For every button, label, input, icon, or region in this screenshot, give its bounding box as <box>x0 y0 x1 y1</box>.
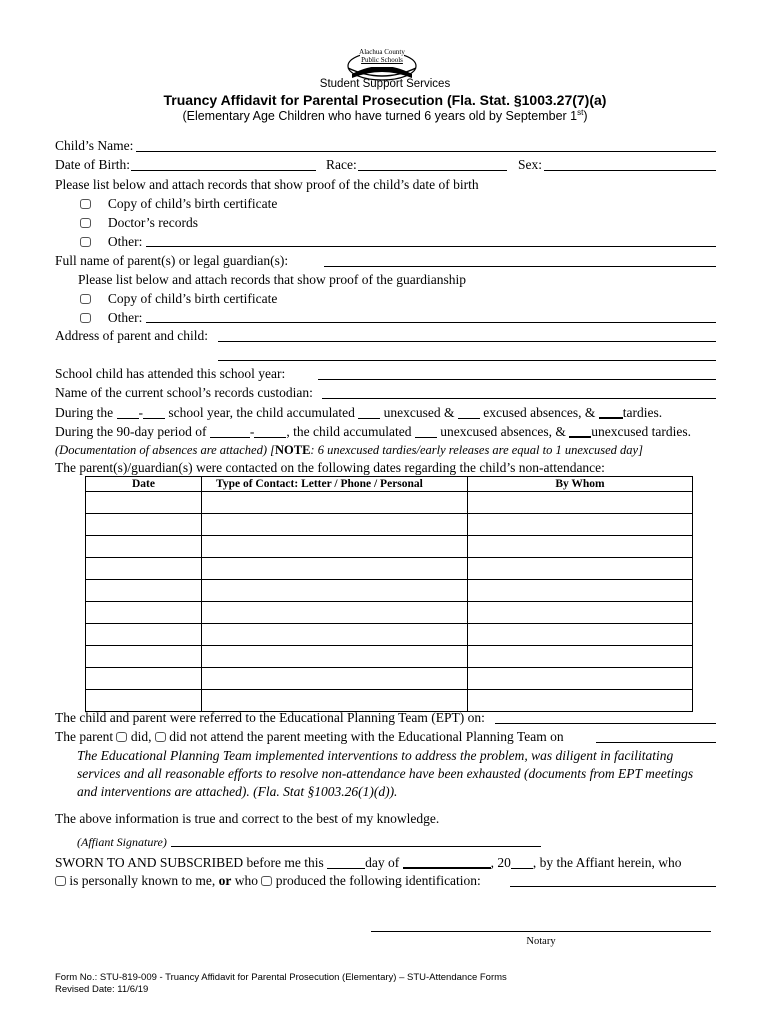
guardian-other-field[interactable] <box>146 322 716 323</box>
period-start-field[interactable] <box>210 424 250 438</box>
column-header-by-whom: By Whom <box>468 477 693 492</box>
note-text-2: : 6 unexcused tardies/early releases are equal to 1 unexcused day] <box>310 443 643 457</box>
by-whom-cell[interactable] <box>468 536 693 558</box>
note-text-1: (Documentation of absences are attached) [ <box>55 443 275 457</box>
dob-label: Date of Birth: <box>55 157 130 172</box>
table-row <box>86 602 693 624</box>
guardian-name-field[interactable] <box>324 266 716 267</box>
affiant-signature-field[interactable] <box>171 846 541 847</box>
period-text-4: unexcused tardies. <box>591 424 691 439</box>
table-row <box>86 668 693 690</box>
footer-revised-date: Revised Date: 11/6/19 <box>55 984 149 995</box>
sworn-month-field[interactable] <box>403 854 491 869</box>
year-unexcused-field[interactable] <box>358 405 380 419</box>
period-end-field[interactable] <box>254 424 286 438</box>
records-custodian-field[interactable] <box>322 398 716 399</box>
address-field-line-2[interactable] <box>218 360 716 361</box>
table-row <box>86 580 693 602</box>
subtitle-close: ) <box>583 109 588 124</box>
sworn-text-3: , 20 <box>490 855 511 870</box>
produced-id-checkbox[interactable] <box>261 876 272 886</box>
subtitle-superscript: st <box>577 108 584 117</box>
dob-birth-certificate-label: Copy of child’s birth certificate <box>107 196 278 211</box>
ept-meeting-date-field[interactable] <box>596 742 716 743</box>
school-attended-field[interactable] <box>318 379 716 380</box>
known-text-2: who <box>231 873 262 888</box>
date-cell[interactable] <box>86 690 202 712</box>
period-absences <box>55 423 691 440</box>
date-cell[interactable] <box>86 602 202 624</box>
school-year-absences <box>55 404 662 421</box>
contacts-table <box>85 476 693 712</box>
dob-other-field[interactable] <box>146 246 716 247</box>
date-cell[interactable] <box>86 536 202 558</box>
sworn-year-field[interactable] <box>511 855 533 869</box>
year-tardies-field[interactable] <box>599 404 623 419</box>
dob-doctors-records-checkbox[interactable] <box>80 218 91 228</box>
ept-interventions-line-1: The Educational Planning Team implemented interventions to address the problem, was diligent in facilitating <box>77 748 674 763</box>
ept-did-not-text: did not attend the parent meeting with the Educational Planning Team on <box>165 729 564 744</box>
race-label: Race: <box>326 157 357 172</box>
year-start-field[interactable] <box>117 405 139 419</box>
period-text-3: unexcused absences, & <box>436 424 570 439</box>
year-end-field[interactable] <box>143 405 165 419</box>
dob-birth-certificate-checkbox[interactable] <box>80 199 91 209</box>
ept-interventions-line-2: services and all reasonable efforts to resolve non-attendance have been exhausted (documents from EPT meetings <box>77 766 694 781</box>
department-name: Student Support Services <box>319 78 451 90</box>
date-cell[interactable] <box>86 492 202 514</box>
notary-label: Notary <box>526 936 556 947</box>
page-subtitle <box>0 108 770 123</box>
contact-type-cell[interactable] <box>202 536 468 558</box>
school-year-text-4: excused absences, & <box>479 405 599 420</box>
by-whom-cell[interactable] <box>468 558 693 580</box>
known-text-1: is personally known to me, <box>66 873 219 888</box>
childs-name-field[interactable] <box>136 151 716 152</box>
school-year-text-1: During the <box>55 405 117 420</box>
by-whom-cell[interactable] <box>468 624 693 646</box>
personally-known-checkbox[interactable] <box>55 876 66 886</box>
ept-parent-text: The parent <box>55 729 117 744</box>
by-whom-cell[interactable] <box>468 514 693 536</box>
contact-type-cell[interactable] <box>202 580 468 602</box>
table-row <box>86 690 693 712</box>
column-header-contact-type: Type of Contact: Letter / Phone / Personal <box>202 477 468 492</box>
true-statement: The above information is true and correct to the best of my knowledge. <box>55 811 440 826</box>
date-cell[interactable] <box>86 514 202 536</box>
sex-label: Sex: <box>518 157 543 172</box>
page-title: Truancy Affidavit for Parental Prosecution (Fla. Stat. §1003.27(7)(a) <box>163 92 607 108</box>
contact-type-cell[interactable] <box>202 624 468 646</box>
date-cell[interactable] <box>86 624 202 646</box>
absence-note <box>55 442 643 458</box>
known-or: or <box>218 873 232 888</box>
ept-did-text: did, <box>127 729 155 744</box>
dob-option-doctors-records[interactable] <box>80 215 198 231</box>
guardian-records-prompt: Please list below and attach records that show proof of the guardianship <box>78 272 467 287</box>
year-excused-field[interactable] <box>458 405 480 419</box>
contact-type-cell[interactable] <box>202 668 468 690</box>
dob-field[interactable] <box>131 170 316 171</box>
dob-option-birth-certificate[interactable] <box>80 196 277 212</box>
identification-field[interactable] <box>510 886 716 887</box>
dob-records-prompt: Please list below and attach records that show proof of the child’s date of birth <box>55 177 479 192</box>
table-row <box>86 558 693 580</box>
dob-other-checkbox[interactable] <box>80 237 91 247</box>
table-row <box>86 646 693 668</box>
contact-type-cell[interactable] <box>202 602 468 624</box>
contact-type-cell[interactable] <box>202 558 468 580</box>
sworn-text-1: SWORN TO AND SUBSCRIBED before me this <box>55 855 328 870</box>
school-year-text-3: unexcused & <box>380 405 458 420</box>
signature-label: (Affiant Signature) <box>77 835 167 849</box>
date-cell[interactable] <box>86 646 202 668</box>
school-year-text-2: school year, the child accumulated <box>165 405 359 420</box>
date-cell[interactable] <box>86 580 202 602</box>
parent-did-not-checkbox[interactable] <box>155 732 166 742</box>
year-dash: - <box>138 405 143 420</box>
notary-signature-field[interactable] <box>371 931 711 932</box>
contact-type-cell[interactable] <box>202 492 468 514</box>
period-dash: - <box>249 424 255 439</box>
sworn-day-field[interactable] <box>327 855 365 869</box>
table-row <box>86 536 693 558</box>
sworn-statement <box>55 854 681 871</box>
address-label: Address of parent and child: <box>55 328 208 343</box>
ept-referred-label: The child and parent were referred to the Educational Planning Team (EPT) on: <box>55 710 485 725</box>
sex-field[interactable] <box>544 170 716 171</box>
guardian-option-birth-certificate[interactable] <box>80 291 277 307</box>
period-tardies-field[interactable] <box>569 423 591 438</box>
by-whom-cell[interactable] <box>468 580 693 602</box>
address-field-line-1[interactable] <box>218 341 716 342</box>
logo-line-2: Public Schools <box>361 56 403 64</box>
table-row <box>86 514 693 536</box>
ept-referred-field[interactable] <box>495 723 716 724</box>
sworn-text-2: day of <box>365 855 403 870</box>
guardian-other-label: Other: <box>107 310 143 325</box>
known-text-3: produced the following identification: <box>272 873 481 888</box>
by-whom-cell[interactable] <box>468 646 693 668</box>
by-whom-cell[interactable] <box>468 690 693 712</box>
guardian-option-other[interactable] <box>80 310 142 326</box>
sworn-text-4: , by the Affiant herein, who <box>532 855 682 870</box>
race-field[interactable] <box>358 170 507 171</box>
date-cell[interactable] <box>86 558 202 580</box>
contact-type-cell[interactable] <box>202 514 468 536</box>
identification-statement <box>55 873 481 889</box>
contact-type-cell[interactable] <box>202 690 468 712</box>
period-text-2: , the child accumulated <box>286 424 415 439</box>
by-whom-cell[interactable] <box>468 668 693 690</box>
table-row <box>86 492 693 514</box>
subtitle-text: (Elementary Age Children who have turned 6 years old by September 1 <box>182 109 578 124</box>
school-attended-label: School child has attended this school year: <box>55 366 286 381</box>
by-whom-cell[interactable] <box>468 492 693 514</box>
by-whom-cell[interactable] <box>468 602 693 624</box>
ept-attendance <box>55 729 564 745</box>
guardian-birth-certificate-label: Copy of child’s birth certificate <box>107 291 278 306</box>
period-text-1: During the 90-day period of <box>55 424 210 439</box>
records-custodian-label: Name of the current school’s records custodian: <box>55 385 313 400</box>
note-label: NOTE <box>274 443 311 457</box>
contacts-header-row <box>86 477 693 492</box>
contacts-intro: The parent(s)/guardian(s) were contacted on the following dates regarding the child’s non-attendance: <box>55 460 605 475</box>
childs-name-label: Child’s Name: <box>55 138 134 153</box>
guardian-name-label: Full name of parent(s) or legal guardian(s): <box>55 253 289 268</box>
dob-other-label: Other: <box>107 234 143 249</box>
footer-form-number: Form No.: STU-819-009 - Truancy Affidavit for Parental Prosecution (Elementary) – STU-Attendance Forms <box>55 972 507 983</box>
date-cell[interactable] <box>86 668 202 690</box>
column-header-date: Date <box>86 477 202 492</box>
ept-interventions-line-3: and interventions are attached). (Fla. Stat §1003.26(1)(d)). <box>77 784 398 799</box>
school-year-text-5: tardies. <box>622 405 663 420</box>
dob-doctors-records-label: Doctor’s records <box>107 215 198 230</box>
guardian-other-checkbox[interactable] <box>80 313 91 323</box>
dob-option-other[interactable] <box>80 234 142 250</box>
table-row <box>86 624 693 646</box>
logo-line-1: Alachua County <box>359 48 405 56</box>
period-unexcused-field[interactable] <box>415 424 437 438</box>
contact-type-cell[interactable] <box>202 646 468 668</box>
parent-did-checkbox[interactable] <box>116 732 127 742</box>
guardian-birth-certificate-checkbox[interactable] <box>80 294 91 304</box>
